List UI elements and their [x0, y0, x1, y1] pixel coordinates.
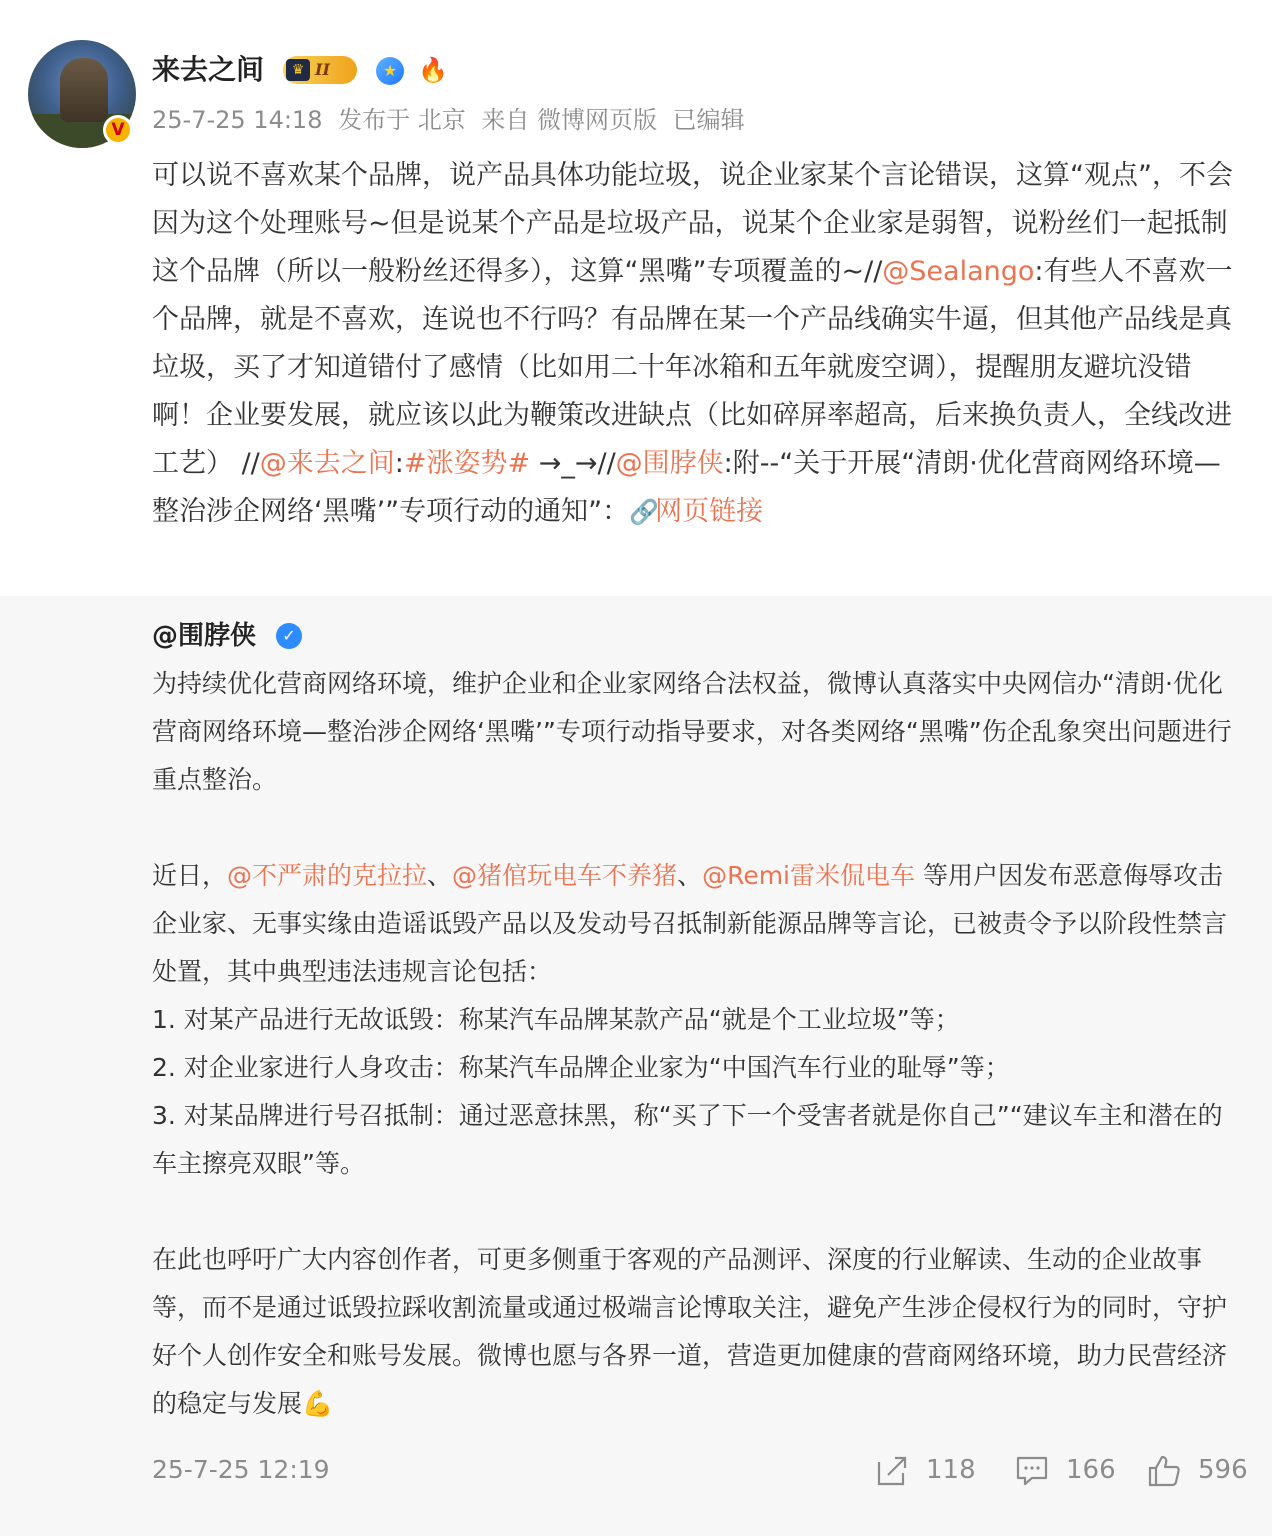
comment-button[interactable] [1014, 1448, 1116, 1492]
post-meta [152, 104, 753, 136]
post-edited[interactable]: 已编辑 [672, 106, 745, 134]
author-name[interactable]: 来去之间 [152, 53, 265, 86]
web-link[interactable]: 网页链接 [655, 496, 764, 527]
hashtag-link[interactable]: #涨姿势# [403, 448, 531, 479]
crown-icon: ♛ [286, 59, 310, 81]
level-badge[interactable] [283, 56, 357, 84]
comment-icon [1014, 1453, 1050, 1489]
avatar-figure [60, 58, 108, 122]
repost-count: 118 [926, 1455, 976, 1485]
post-text-part: : [394, 448, 404, 479]
repost-paragraph [152, 852, 1237, 996]
post-time[interactable]: 25-7-25 14:18 [152, 106, 323, 134]
verified-badge-icon: V [103, 115, 133, 145]
mention-link[interactable]: @Sealango [882, 256, 1035, 287]
paragraph-gap [152, 804, 1237, 852]
list-item: 3. 对某品牌进行号召抵制：通过恶意抹黑，称“买了下一个受害者就是你自己”“建议车主和潜在的车主擦亮双眼”等。 [152, 1101, 1223, 1178]
original-post [0, 0, 1272, 596]
post-text-part: :附--“关于开展“清朗·优化营商网络环境—整治涉企网络‘黑嘴’”专项行动的通知”： [152, 448, 1221, 527]
post-location: 发布于 北京 [338, 106, 466, 134]
mention-link[interactable]: @猪倌玩电车不养猪 [452, 861, 678, 890]
repost-paragraph: 在此也呼吁广大内容创作者，可更多侧重于客观的产品测评、深度的行业解读、生动的企业故事等，而不是通过诋毁拉踩收割流量或通过极端言论博取关注，避免产生涉企侵权行为的同时，守护好个人创作安全和账号发展。微博也愿与各界一道，营造更加健康的营商网络环境，助力民营经济的稳定与发展💪 [152, 1245, 1228, 1418]
repost-button[interactable] [874, 1448, 976, 1492]
mention-link[interactable]: @Remi雷米侃电车 [702, 861, 916, 890]
post-text [152, 152, 1237, 536]
repost-paragraph: 为持续优化营商网络环境，维护企业和企业家网络合法权益，微博认真落实中央网信办“清朗·优化营商网络环境—整治涉企网络‘黑嘴’”专项行动指导要求，对各类网络“黑嘴”伤企乱象突出问题进行重点整治。 [152, 669, 1232, 794]
mention-link[interactable]: @不严肃的克拉拉 [227, 861, 428, 890]
repost-text [152, 660, 1237, 1428]
post-text-part: :有些人不喜欢一个品牌，就是不喜欢，连说也不行吗？有品牌在某一个产品线确实牛逼，但其他产品线是真垃圾，买了才知道错付了感情（比如用二十年冰箱和五年就废空调），提醒朋友避坑没错啊！企业要发展，就应该以此为鞭策改进缺点（比如碎屏率超高，后来换负责人，全线改进工艺） // [152, 256, 1233, 479]
repost-author[interactable]: @围脖侠 [152, 621, 257, 651]
list-item: 2. 对企业家进行人身攻击：称某汽车品牌企业家为“中国汽车行业的耻辱”等； [152, 1053, 1010, 1082]
post-source: 来自 微博网页版 [481, 106, 658, 134]
shield-badge-icon[interactable]: ★ [376, 57, 404, 85]
level-badge-label: II [315, 60, 330, 79]
comment-count: 166 [1066, 1455, 1116, 1485]
repost-footer [0, 1440, 1272, 1500]
post-text-part: 可以说不喜欢某个品牌，说产品具体功能垃圾，说企业家某个言论错误，这算“观点”，不会因为这个处理账号~但是说某个产品是垃圾产品，说某个企业家是弱智，说粉丝们一起抵制这个品牌（所以一般粉丝还得多），这算“黑嘴”专项覆盖的~// [152, 160, 1233, 287]
flame-badge-icon[interactable]: 🔥 [418, 56, 448, 84]
repost-text-part: 、 [427, 861, 453, 890]
repost-text-part: 近日， [152, 861, 228, 890]
list-item: 1. 对某产品进行无故诋毁：称某汽车品牌某款产品“就是个工业垃圾”等； [152, 1005, 960, 1034]
repost-date[interactable]: 25-7-25 12:19 [152, 1455, 330, 1484]
link-icon[interactable]: 🔗 [629, 498, 660, 526]
mention-link[interactable]: @来去之间 [259, 448, 395, 479]
post-text-part: →_→// [530, 448, 616, 479]
repost-text-part: 等用户因发布恶意侮辱攻击企业家、无事实缘由造谣诋毁产品以及发动号召抵制新能源品牌等言论，已被责令予以阶段性禁言处置，其中典型违法违规言论包括： [152, 861, 1228, 986]
share-icon [874, 1453, 910, 1489]
mention-link[interactable]: @围脖侠 [615, 448, 724, 479]
like-count: 596 [1198, 1455, 1248, 1485]
like-button[interactable] [1146, 1448, 1248, 1492]
verified-check-icon: ✓ [276, 623, 302, 649]
paragraph-gap [152, 1188, 1237, 1236]
thumbs-up-icon [1146, 1453, 1182, 1489]
repost-text-part: 、 [677, 861, 703, 890]
